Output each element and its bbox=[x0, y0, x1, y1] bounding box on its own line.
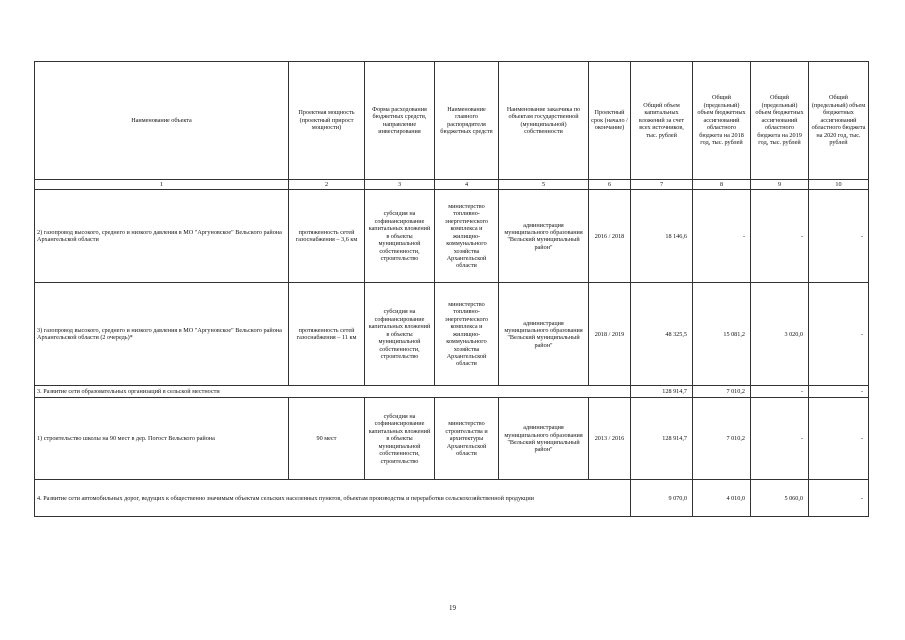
header-budget-2018: Общий (предельный) объем бюджетных ассигнований областного бюджета на 2018 год, тыс. рублей bbox=[693, 62, 751, 180]
object-name: 2) газопровод высокого, среднего и низкого давления в МО "Аргуновское" Вельского района Архангельской области bbox=[35, 190, 289, 283]
budget-2019: - bbox=[751, 190, 809, 283]
header-spending-form: Форма расходования бюджетных средств, направление инвестирования bbox=[365, 62, 435, 180]
column-number: 8 bbox=[693, 180, 751, 190]
spending-form: субсидия на софинансирование капитальных вложений в объекты муниципальной собственности, строительство bbox=[365, 190, 435, 283]
total-investment: 18 146,6 bbox=[631, 190, 693, 283]
section-budget-2020: - bbox=[809, 480, 869, 517]
section-budget-2019: - bbox=[751, 386, 809, 398]
section-budget-2018: 7 010,2 bbox=[693, 386, 751, 398]
section-budget-2018: 4 010,0 bbox=[693, 480, 751, 517]
spending-form: субсидия на софинансирование капитальных вложений в объекты муниципальной собственности, строительство bbox=[365, 283, 435, 386]
column-number: 2 bbox=[289, 180, 365, 190]
header-budget-manager: Наименование главного распорядителя бюджетных средств bbox=[435, 62, 499, 180]
header-total-investment: Общий объем капитальных вложений за счет всех источников, тыс. рублей bbox=[631, 62, 693, 180]
budget-2020: - bbox=[809, 283, 869, 386]
capacity: протяженность сетей газоснабжения – 11 км bbox=[289, 283, 365, 386]
capacity: 90 мест bbox=[289, 398, 365, 480]
table-row bbox=[35, 283, 869, 386]
column-number: 10 bbox=[809, 180, 869, 190]
budget-manager: министерство топливно-энергетического комплекса и жилищно-коммунального хозяйства Архангельской области bbox=[435, 283, 499, 386]
budget-2019: - bbox=[751, 398, 809, 480]
customer: администрация муниципального образования "Вельский муниципальный район" bbox=[499, 398, 589, 480]
column-number: 5 bbox=[499, 180, 589, 190]
total-investment: 48 325,5 bbox=[631, 283, 693, 386]
object-name: 3) газопровод высокого, среднего и низкого давления в МО "Аргуновское" Вельского района Архангельской области (2 очередь)* bbox=[35, 283, 289, 386]
budget-2019: 3 020,0 bbox=[751, 283, 809, 386]
table-row bbox=[35, 190, 869, 283]
budget-2018: 15 081,2 bbox=[693, 283, 751, 386]
section-title: 4. Развитие сети автомобильных дорог, ведущих к общественно значимым объектам сельских населенных пунктов, объектам производства и переработки сельскохозяйственной продукции bbox=[35, 480, 631, 517]
capacity: протяженность сетей газоснабжения – 3,6 км bbox=[289, 190, 365, 283]
column-number: 7 bbox=[631, 180, 693, 190]
page-number: 19 bbox=[449, 604, 456, 612]
column-number-row bbox=[35, 180, 869, 190]
header-object-name: Наименование объекта bbox=[35, 62, 289, 180]
budget-2020: - bbox=[809, 398, 869, 480]
section-title: 3. Развитие сети образовательных организаций в сельской местности bbox=[35, 386, 631, 398]
term: 2016 / 2018 bbox=[589, 190, 631, 283]
section-row bbox=[35, 386, 869, 398]
header-term: Проектный срок (начало / окончание) bbox=[589, 62, 631, 180]
section-budget-2019: 5 060,0 bbox=[751, 480, 809, 517]
term: 2018 / 2019 bbox=[589, 283, 631, 386]
column-number: 1 bbox=[35, 180, 289, 190]
header-row bbox=[35, 62, 869, 180]
customer: администрация муниципального образования "Вельский муниципальный район" bbox=[499, 190, 589, 283]
customer: администрация муниципального образования "Вельский муниципальный район" bbox=[499, 283, 589, 386]
budget-manager: министерство строительства и архитектуры Архангельской области bbox=[435, 398, 499, 480]
column-number: 9 bbox=[751, 180, 809, 190]
section-budget-2020: - bbox=[809, 386, 869, 398]
column-number: 6 bbox=[589, 180, 631, 190]
budget-2018: - bbox=[693, 190, 751, 283]
header-budget-2019: Общий (предельный) объем бюджетных ассигнований областного бюджета на 2019 год, тыс. рублей bbox=[751, 62, 809, 180]
term: 2013 / 2016 bbox=[589, 398, 631, 480]
budget-2020: - bbox=[809, 190, 869, 283]
object-name: 1) строительство школы на 90 мест в дер. Погост Вельского района bbox=[35, 398, 289, 480]
section-row bbox=[35, 480, 869, 517]
header-capacity: Проектная мощность (проектный прирост мощности) bbox=[289, 62, 365, 180]
total-investment: 128 914,7 bbox=[631, 398, 693, 480]
table-row bbox=[35, 398, 869, 480]
budget-manager: министерство топливно-энергетического комплекса и жилищно-коммунального хозяйства Архангельской области bbox=[435, 190, 499, 283]
section-total: 128 914,7 bbox=[631, 386, 693, 398]
column-number: 4 bbox=[435, 180, 499, 190]
section-total: 9 070,0 bbox=[631, 480, 693, 517]
spending-form: субсидия на софинансирование капитальных вложений в объекты муниципальной собственности, строительство bbox=[365, 398, 435, 480]
budget-2018: 7 010,2 bbox=[693, 398, 751, 480]
investment-table bbox=[34, 61, 869, 517]
header-customer: Наименование заказчика по объектам государственной (муниципальной) собственности bbox=[499, 62, 589, 180]
header-budget-2020: Общий (предельный) объем бюджетных ассигнований областного бюджета на 2020 год, тыс. рублей bbox=[809, 62, 869, 180]
column-number: 3 bbox=[365, 180, 435, 190]
